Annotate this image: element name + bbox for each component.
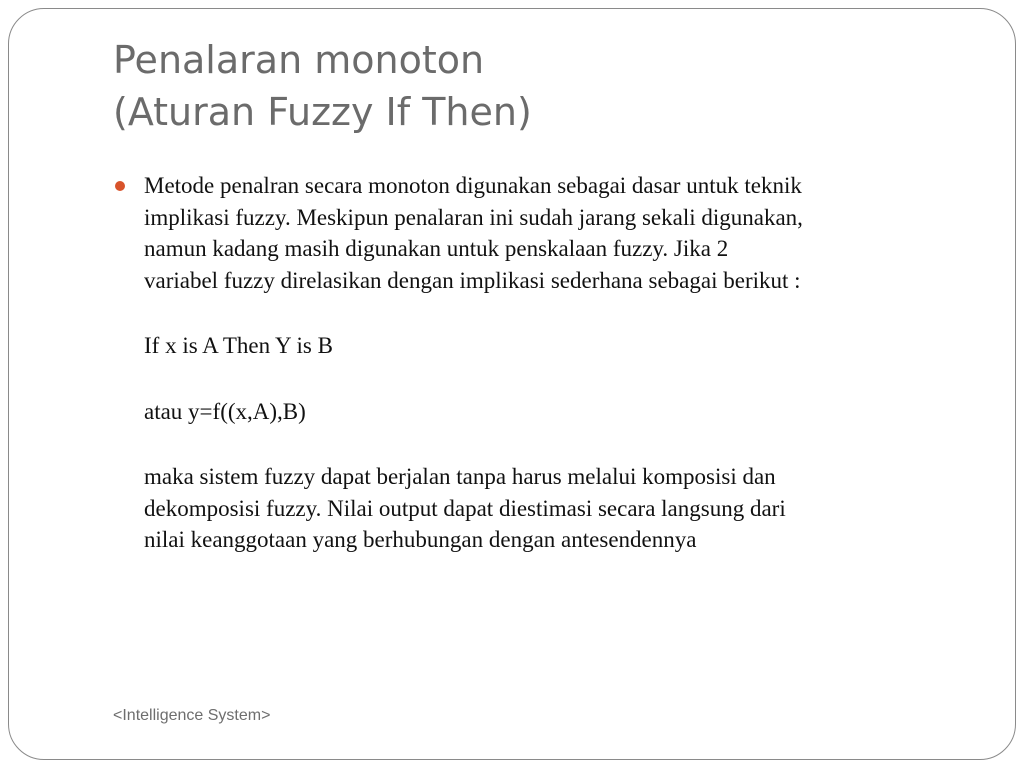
bullet-line: variabel fuzzy direlasikan dengan implikasi sederhana sebagai berikut : <box>144 267 801 293</box>
conclusion-paragraph <box>144 461 972 556</box>
slide-title <box>113 34 973 138</box>
rule-statement: If x is A Then Y is B <box>144 333 333 358</box>
formula-statement: atau y=f((x,A),B) <box>144 398 306 424</box>
bullet-item <box>112 170 972 556</box>
bullet-line: Metode penalran secara monoton digunakan sebagai dasar untuk teknik <box>144 173 802 198</box>
bullet-line: namun kadang masih digunakan untuk penskalaan fuzzy. Jika 2 <box>144 236 729 261</box>
bullet-line: implikasi fuzzy. Meskipun penalaran ini sudah jarang sekali digunakan, <box>144 204 803 230</box>
title-line-2: (Aturan Fuzzy If Then) <box>113 90 532 134</box>
slide-footer: <Intelligence System> <box>113 707 271 724</box>
bullet-paragraph <box>144 170 972 296</box>
title-line-1: Penalaran monoton <box>113 38 485 82</box>
conclusion-line: dekomposisi fuzzy. Nilai output dapat diestimasi secara langsung dari <box>144 495 786 521</box>
conclusion-line: maka sistem fuzzy dapat berjalan tanpa harus melalui komposisi dan <box>144 464 776 489</box>
conclusion-line: nilai keanggotaan yang berhubungan dengan antesendennya <box>144 527 697 552</box>
bullet-dot-icon <box>115 181 125 191</box>
slide-content <box>112 170 972 556</box>
